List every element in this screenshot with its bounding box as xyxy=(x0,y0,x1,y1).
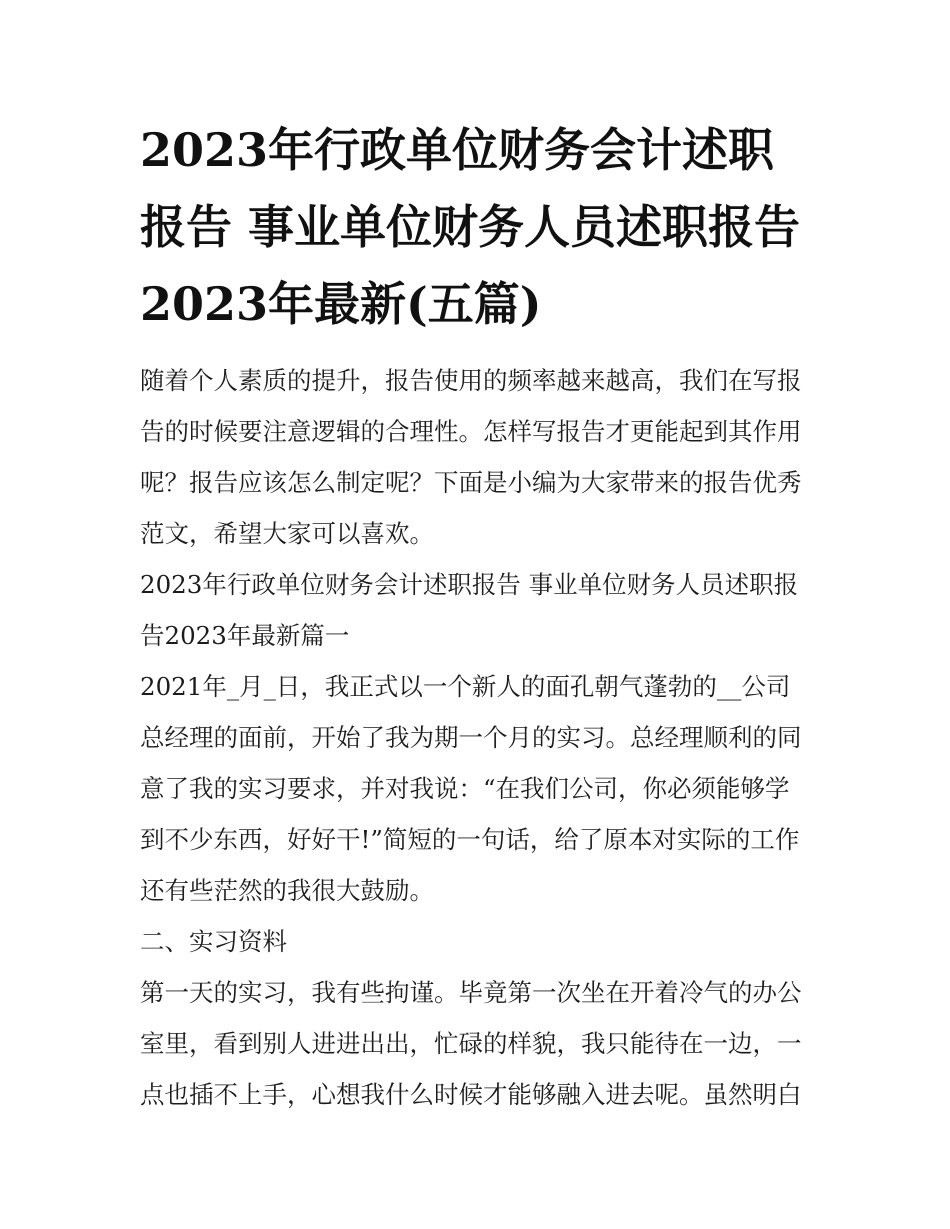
body-paragraph: 第一天的实习，我有些拘谨。毕竟第一次坐在开着冷气的办公室里，看到别人进进出出，忙碌的样貌，我只能待在一边，一点也插不上手，心想我什么时候才能够融入进去呢。虽然明白 xyxy=(140,978,802,1109)
section-heading-2: 二、实习资料 xyxy=(140,927,287,956)
document-page xyxy=(140,112,812,1120)
document-title: 2023年行政单位财务会计述职报告 事业单位财务人员述职报告2023年最新(五篇) xyxy=(140,123,801,331)
section-heading-1: 2023年行政单位财务会计述职报告 事业单位财务人员述职报告2023年最新篇一 xyxy=(140,570,799,650)
body-paragraph: 2021年_月_日，我正式以一个新人的面孔朝气蓬勃的__公司总经理的面前，开始了我为期一个月的实习。总经理顺利的同意了我的实习要求，并对我说：“在我们公司，你必须能够学到不少东西，好好干!”简短的一句话，给了原本对实际的工作还有些茫然的我很大鼓励。 xyxy=(140,672,802,905)
intro-paragraph: 随着个人素质的提升，报告使用的频率越来越高，我们在写报告的时候要注意逻辑的合理性。怎样写报告才更能起到其作用呢？报告应该怎么制定呢？下面是小编为大家带来的报告优秀范文，希望大家可以喜欢。 xyxy=(140,366,802,548)
